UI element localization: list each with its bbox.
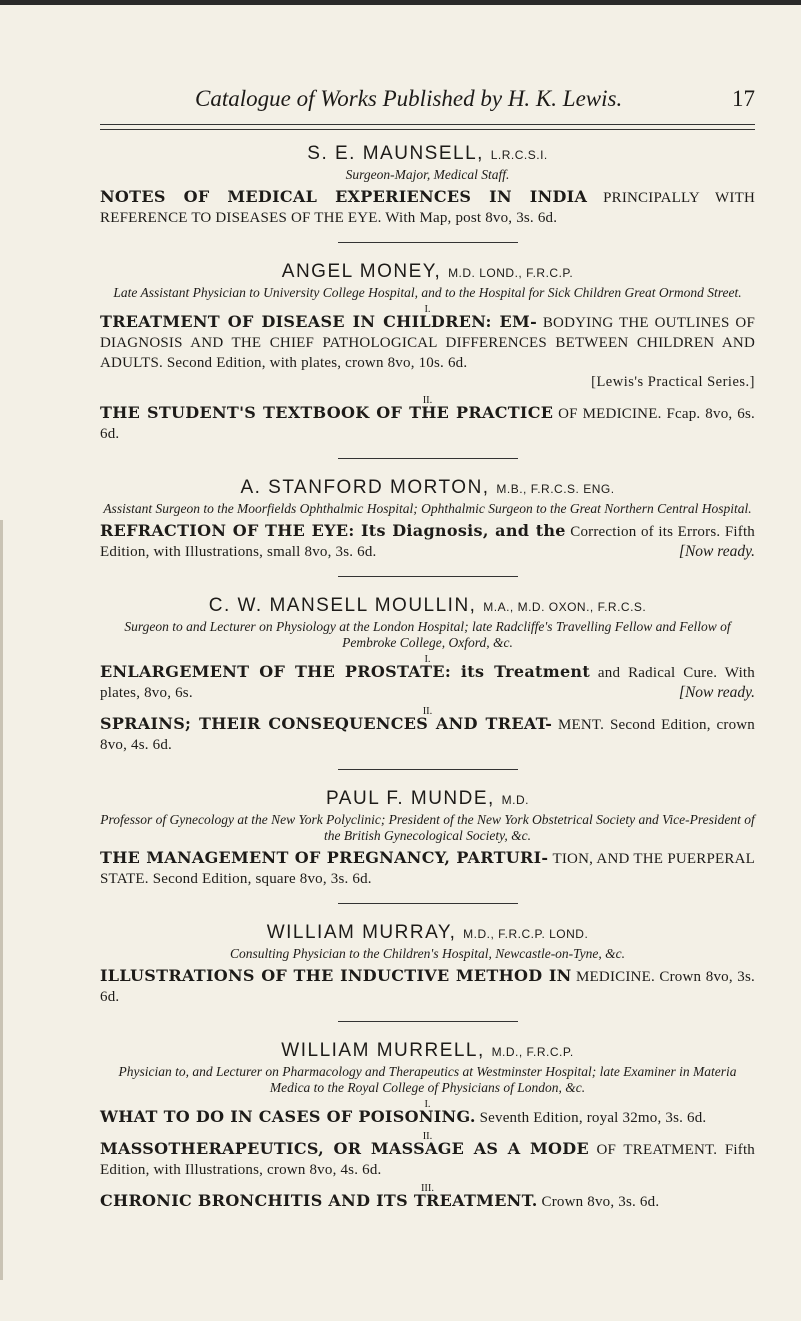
author-degrees: M.D. LOND., F.R.C.P. xyxy=(448,266,574,280)
work-numeral: II. xyxy=(422,1131,433,1142)
entry-separator xyxy=(338,1021,518,1022)
work-listing xyxy=(100,848,755,889)
work-title: ENLARGEMENT OF THE PROSTATE: its Treatment xyxy=(100,662,591,681)
author-name: PAUL F. MUNDE, xyxy=(326,788,495,809)
author-entry xyxy=(100,922,755,1007)
work-details: Seventh Edition, royal 32mo, 3s. 6d. xyxy=(479,1110,707,1126)
work-listing xyxy=(100,662,755,703)
work-listing xyxy=(100,521,755,562)
author-name: ANGEL MONEY, xyxy=(281,261,442,282)
author-degrees: M.D. xyxy=(501,793,529,807)
work-title: REFRACTION OF THE EYE: Its Diagnosis, and the xyxy=(100,521,566,540)
work-listing xyxy=(100,403,755,444)
work-numeral: III. xyxy=(420,1183,435,1194)
author-affiliation: Physician to, and Lecturer on Pharmacology and Therapeutics at Westminster Hospital; late Examiner in Materia Medica to the Royal College of Physicians of London, &c. xyxy=(118,1064,737,1095)
author-affiliation: Surgeon-Major, Medical Staff. xyxy=(345,167,510,182)
work-details: PRINCIPALLY WITH REFERENCE TO DISEASES OF THE EYE. With Map, post 8vo, 3s. 6d. xyxy=(100,190,756,226)
work-numeral: II. xyxy=(422,706,433,717)
work-title: MASSOTHERAPEUTICS, OR MASSAGE AS A MODE xyxy=(100,1139,589,1158)
work-details: TION, AND THE PUERPERAL STATE. Second Edition, square 8vo, 3s. 6d. xyxy=(100,851,756,887)
header-rule xyxy=(100,124,755,130)
work-details: and Radical Cure. With plates, 8vo, 6s. xyxy=(100,665,756,701)
author-name-line xyxy=(100,595,755,618)
work-title: NOTES OF MEDICAL EXPERIENCES IN INDIA xyxy=(100,187,588,206)
work-title: THE STUDENT'S TEXTBOOK OF THE PRACTICE xyxy=(100,403,554,422)
author-entry xyxy=(100,261,755,444)
work-details: MENT. Second Edition, crown 8vo, 4s. 6d. xyxy=(100,717,756,753)
entry-separator xyxy=(338,458,518,459)
entry-separator xyxy=(338,903,518,904)
work-title: THE MANAGEMENT OF PREGNANCY, PARTURI- xyxy=(100,848,549,867)
work-numeral: I. xyxy=(424,304,431,315)
author-entry xyxy=(100,1040,755,1212)
author-degrees: M.D., F.R.C.P. LOND. xyxy=(463,927,589,941)
author-name: C. W. MANSELL MOULLIN, xyxy=(208,595,477,616)
author-name: WILLIAM MURRELL, xyxy=(281,1040,485,1061)
author-affiliation: Professor of Gynecology at the New York Polyclinic; President of the New York Obstetrical Society and Vice-President of the British Gynecological Society, &c. xyxy=(100,812,755,843)
work-listing xyxy=(100,1191,755,1212)
work-details: OF TREATMENT. Fifth Edition, with Illustrations, crown 8vo, 4s. 6d. xyxy=(100,1142,756,1178)
author-affiliation: Assistant Surgeon to the Moorfields Ophthalmic Hospital; Ophthalmic Surgeon to the Great Northern Central Hospital. xyxy=(103,501,752,516)
author-name-line xyxy=(100,477,755,500)
catalogue-body xyxy=(100,143,755,1212)
author-name: S. E. MAUNSELL, xyxy=(307,143,484,164)
work-numeral: II. xyxy=(422,395,433,406)
work-details: MEDICINE. Crown 8vo, 3s. 6d. xyxy=(100,969,755,1005)
work-title: TREATMENT OF DISEASE IN CHILDREN: EM- xyxy=(100,312,538,331)
page-left-edge xyxy=(0,520,3,1280)
author-entry xyxy=(100,477,755,562)
author-affiliation: Late Assistant Physician to University College Hospital, and to the Hospital for Sick Children Great Ormond Street. xyxy=(113,285,742,300)
author-name-line xyxy=(100,1040,755,1063)
author-name-line xyxy=(100,143,755,166)
work-details: Correction of its Errors. Fifth Edition, with Illustrations, small 8vo, 3s. 6d. xyxy=(100,524,756,560)
author-degrees: M.D., F.R.C.P. xyxy=(491,1045,574,1059)
work-details: Crown 8vo, 3s. 6d. xyxy=(541,1194,660,1210)
author-entry xyxy=(100,595,755,755)
work-numeral: I. xyxy=(424,654,431,665)
work-status: [Now ready. xyxy=(678,684,755,701)
author-name-line xyxy=(100,261,755,284)
work-status: [Now ready. xyxy=(678,543,755,560)
work-listing xyxy=(100,187,755,228)
work-listing xyxy=(100,312,755,373)
author-degrees: M.A., M.D. OXON., F.R.C.S. xyxy=(483,600,647,614)
author-entry xyxy=(100,143,755,228)
work-title: ILLUSTRATIONS OF THE INDUCTIVE METHOD IN xyxy=(100,966,572,985)
work-title: SPRAINS; THEIR CONSEQUENCES AND TREAT- xyxy=(100,714,553,733)
author-affiliation: Consulting Physician to the Children's Hospital, Newcastle-on-Tyne, &c. xyxy=(229,946,626,961)
work-title: WHAT TO DO IN CASES OF POISONING. xyxy=(100,1107,476,1126)
author-name-line xyxy=(100,788,755,811)
work-details: OF MEDICINE. Fcap. 8vo, 6s. 6d. xyxy=(100,406,755,442)
running-title: Catalogue of Works Published by H. K. Lewis. xyxy=(195,86,623,111)
author-name: WILLIAM MURRAY, xyxy=(266,922,457,943)
author-degrees: M.B., F.R.C.S. ENG. xyxy=(496,482,615,496)
author-entry xyxy=(100,788,755,889)
entry-separator xyxy=(338,242,518,243)
work-series: [Lewis's Practical Series.] xyxy=(591,374,755,390)
work-listing xyxy=(100,966,755,1007)
top-edge-bar xyxy=(0,0,801,5)
work-numeral: I. xyxy=(424,1099,431,1110)
work-title: CHRONIC BRONCHITIS AND ITS TREATMENT. xyxy=(100,1191,538,1210)
author-degrees: L.R.C.S.I. xyxy=(490,148,548,162)
work-listing xyxy=(100,714,755,755)
author-affiliation: Surgeon to and Lecturer on Physiology at the London Hospital; late Radcliffe's Travelling Fellow and Fellow of Pembroke College, Oxford, &c. xyxy=(124,619,731,650)
work-details: BODYING THE OUTLINES OF DIAGNOSIS AND THE CHIEF PATHOLOGICAL DIFFERENCES BETWEEN CHILDREN AND ADULTS. Second Edition, with plates, crown 8vo, 10s. 6d. xyxy=(100,315,756,371)
author-name-line xyxy=(100,922,755,945)
page-number: 17 xyxy=(732,86,755,111)
work-listing xyxy=(100,1139,755,1180)
author-name: A. STANFORD MORTON, xyxy=(240,477,490,498)
entry-separator xyxy=(338,769,518,770)
work-listing xyxy=(100,1107,755,1128)
entry-separator xyxy=(338,576,518,577)
